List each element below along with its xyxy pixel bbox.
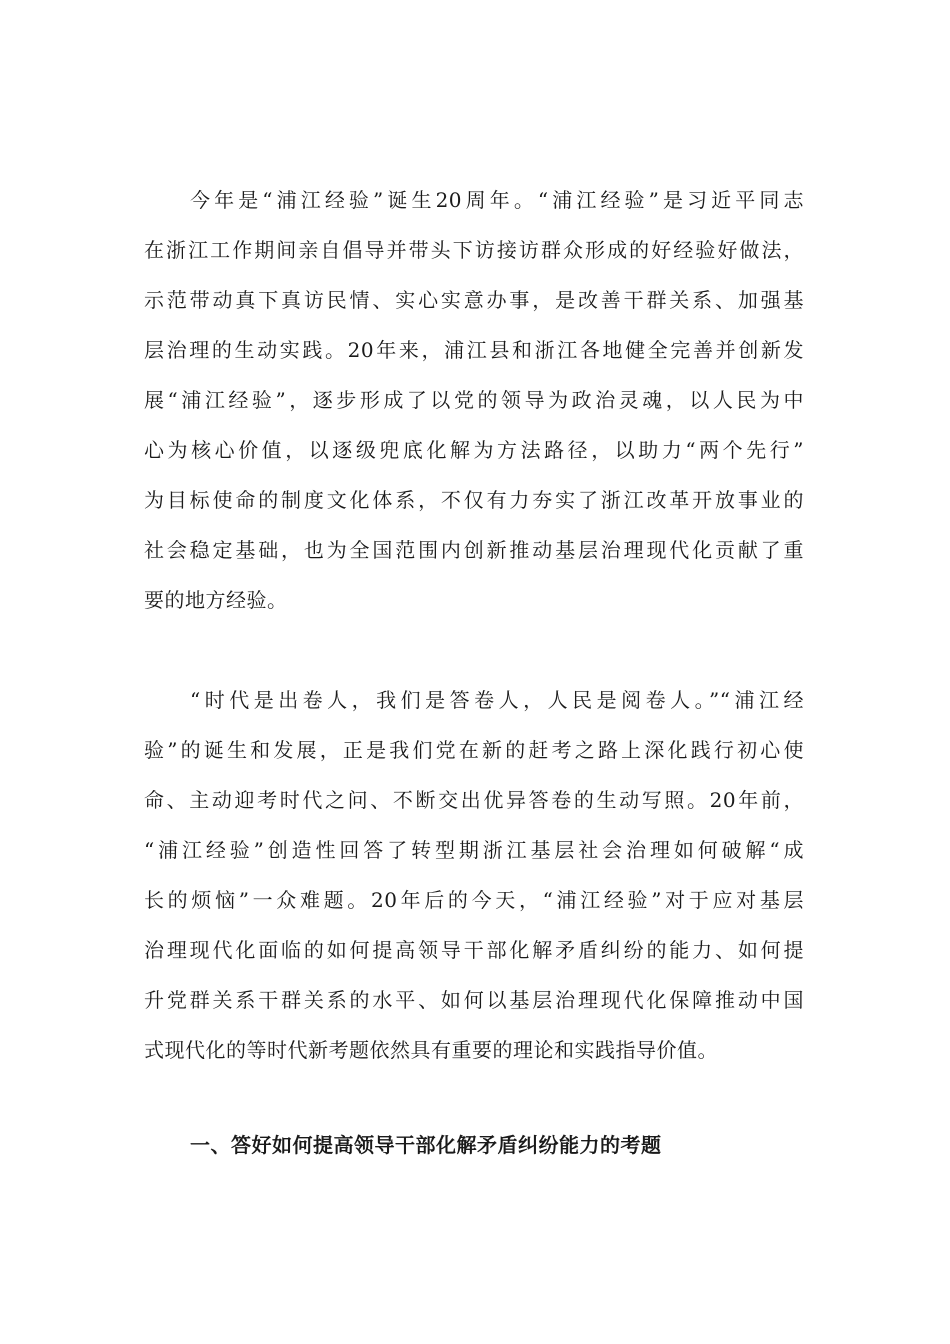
paragraph-line: 层治理的生动实践。20年来，浦江县和浙江各地健全完善并创新发 xyxy=(144,338,804,362)
paragraph-line: 今年是“浦江经验”诞生20周年。“浦江经验”是习近平同志 xyxy=(190,188,804,212)
paragraph-line: 在浙江工作期间亲自倡导并带头下访接访群众形成的好经验好做法， xyxy=(144,238,804,262)
paragraph-line: 社会稳定基础，也为全国范围内创新推动基层治理现代化贡献了重 xyxy=(144,538,804,562)
paragraph-line: 要的地方经验。 xyxy=(144,588,288,612)
paragraph-line: 升党群关系干群关系的水平、如何以基层治理现代化保障推动中国 xyxy=(144,988,804,1012)
paragraph-2 xyxy=(144,675,804,1075)
paragraph-line: 示范带动真下真访民情、实心实意办事，是改善干群关系、加强基 xyxy=(144,288,804,312)
section-heading: 一、答好如何提高领导干部化解矛盾纠纷能力的考题 xyxy=(190,1133,662,1157)
paragraph-line: 验”的诞生和发展，正是我们党在新的赶考之路上深化践行初心使 xyxy=(144,738,804,762)
paragraph-line: “时代是出卷人，我们是答卷人，人民是阅卷人。”“浦江经 xyxy=(190,688,804,712)
paragraph-line: 长的烦恼”一众难题。20年后的今天，“浦江经验”对于应对基层 xyxy=(144,888,804,912)
paragraph-line: 展“浦江经验”，逐步形成了以党的领导为政治灵魂，以人民为中 xyxy=(144,388,804,412)
paragraph-1 xyxy=(144,175,804,625)
paragraph-line: 为目标使命的制度文化体系，不仅有力夯实了浙江改革开放事业的 xyxy=(144,488,804,512)
paragraph-line: 式现代化的等时代新考题依然具有重要的理论和实践指导价值。 xyxy=(144,1038,718,1062)
paragraph-line: “浦江经验”创造性回答了转型期浙江基层社会治理如何破解“成 xyxy=(144,838,804,862)
paragraph-line: 治理现代化面临的如何提高领导干部化解矛盾纠纷的能力、如何提 xyxy=(144,938,804,962)
paragraph-line: 命、主动迎考时代之问、不断交出优异答卷的生动写照。20年前， xyxy=(144,788,804,812)
paragraph-line: 心为核心价值，以逐级兜底化解为方法路径，以助力“两个先行” xyxy=(144,438,804,462)
